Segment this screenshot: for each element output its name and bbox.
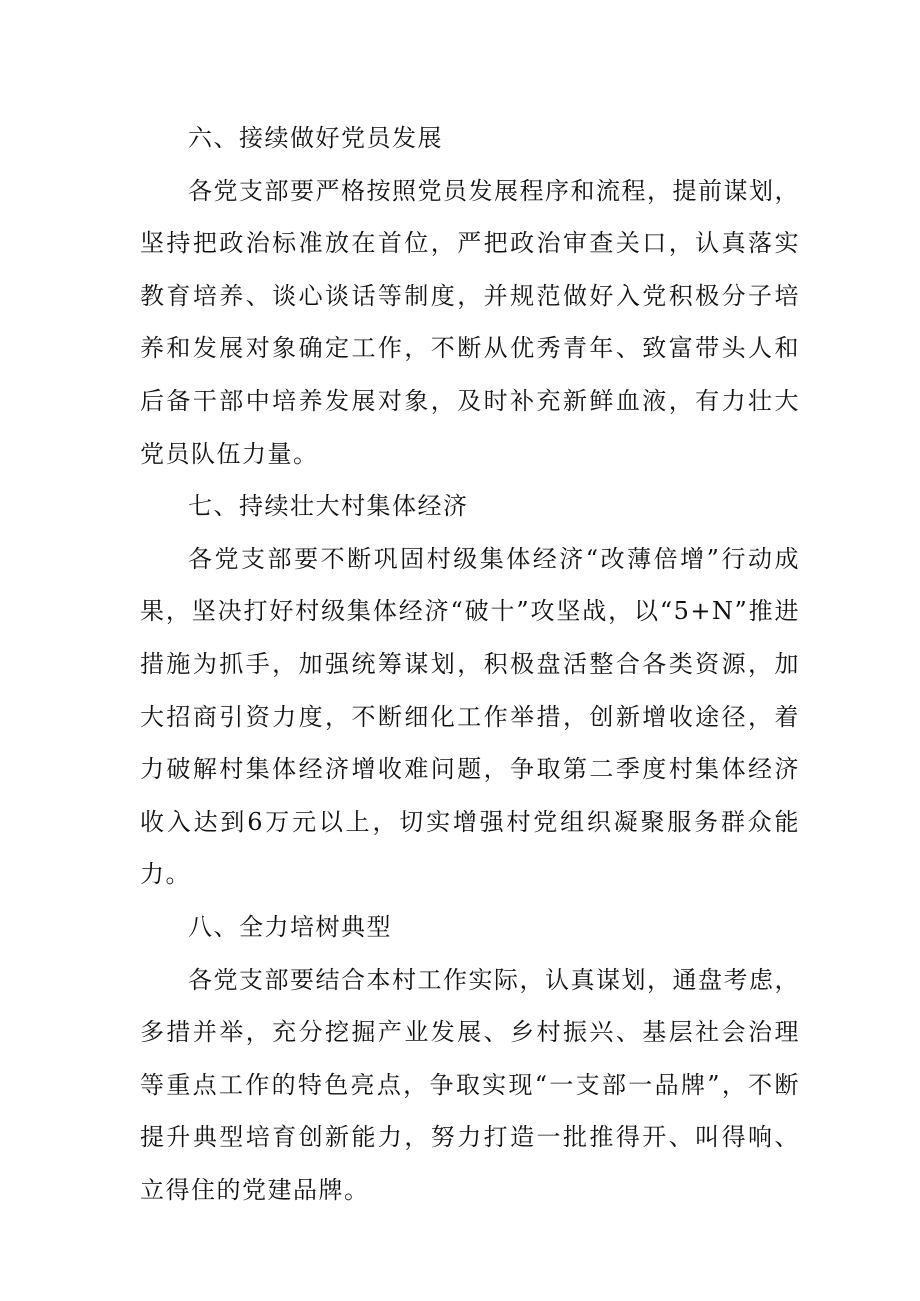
section-paragraph: 各党支部要不断巩固村级集体经济“改薄倍增”行动成果，坚决打好村级集体经济“破十”攻坚战，以“5+N”推进措施为抓手，加强统筹谋划，积极盘活整合各类资源，加大招商引资力度，不断细化工作举措，创新增收途径，着力破解村集体经济增收难问题，争取第二季度村集体经济收入达到6万元以上，切实增强村党组织凝聚服务群众能力。 (140, 544, 800, 889)
section-heading: 六、接续做好党员发展 (188, 124, 443, 152)
section-7 (140, 480, 800, 901)
section-paragraph: 各党支部要严格按照党员发展程序和流程，提前谋划，坚持把政治标准放在首位，严把政治审查关口，认真落实教育培养、谈心谈话等制度，并规范做好入党积极分子培养和发展对象确定工作，不断从优秀青年、致富带头人和后备干部中培养发展对象，及时补充新鲜血液，有力壮大党员队伍力量。 (140, 176, 800, 468)
section-heading: 八、全力培树典型 (188, 912, 392, 941)
section-6 (140, 112, 800, 480)
section-8 (140, 901, 800, 1217)
section-heading: 七、持续壮大村集体经济 (188, 492, 469, 521)
section-paragraph: 各党支部要结合本村工作实际，认真谋划，通盘考虑，多措并举，充分挖掘产业发展、乡村振兴、基层社会治理等重点工作的特色亮点，争取实现“一支部一品牌”，不断提升典型培育创新能力，努力打造一批推得开、叫得响、立得住的党建品牌。 (140, 965, 800, 1204)
document-body (140, 112, 800, 1216)
